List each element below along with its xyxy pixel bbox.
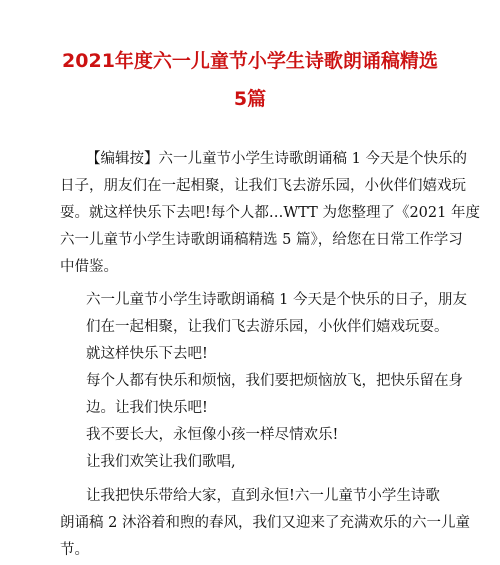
poem-line-sing: [60, 449, 450, 476]
text-line: 朗诵稿 2 沐浴着和煦的春风，我们又迎来了充满欢乐的六一儿童: [60, 515, 470, 531]
text-line: 六一儿童节小学生诗歌朗诵稿 1 今天是个快乐的日子，朋友: [86, 292, 467, 308]
text-line: 【编辑按】六一儿童节小学生诗歌朗诵稿 1 今天是个快乐的: [86, 151, 467, 167]
poem-worries-paragraph: [60, 368, 463, 422]
text-line: 让我把快乐带给大家，直到永恒!六一儿童节小学生诗歌: [86, 488, 440, 504]
text-line: 每个人都有快乐和烦恼，我们要把烦恼放飞，把快乐留在身: [86, 373, 463, 389]
document-title-line-2: 5篇: [233, 88, 267, 110]
poem-line-happy: [60, 341, 450, 368]
text-line: 让我们欢笑让我们歌唱,: [86, 454, 236, 470]
poem-line-grow: [60, 422, 450, 449]
text-line: 日子，朋友们在一起相聚，让我们飞去游乐园，小伙伴们嬉戏玩: [60, 178, 466, 194]
text-line: 节。: [60, 542, 89, 558]
text-line: 耍。就这样快乐下去吧!每个人都…WTT 为您整理了《2021 年度: [60, 205, 480, 221]
text-line: 边。让我们快乐吧!: [86, 400, 208, 416]
poem-1-paragraph: [60, 287, 467, 341]
text-line: 我不要长大，永恒像小孩一样尽情欢乐!: [86, 427, 339, 443]
editor-note-paragraph: [60, 146, 480, 281]
text-line: 们在一起相聚，让我们飞去游乐园，小伙伴们嬉戏玩耍。: [86, 319, 449, 335]
document-title: 2021年度六一儿童节小学生诗歌朗诵稿精选: [62, 50, 438, 72]
text-line: 就这样快乐下去吧!: [86, 346, 208, 362]
text-line: 中借鉴。: [60, 259, 118, 275]
closing-paragraph: [60, 483, 470, 564]
text-line: 六一儿童节小学生诗歌朗诵稿精选 5 篇》，给您在日常工作学习: [60, 232, 463, 248]
